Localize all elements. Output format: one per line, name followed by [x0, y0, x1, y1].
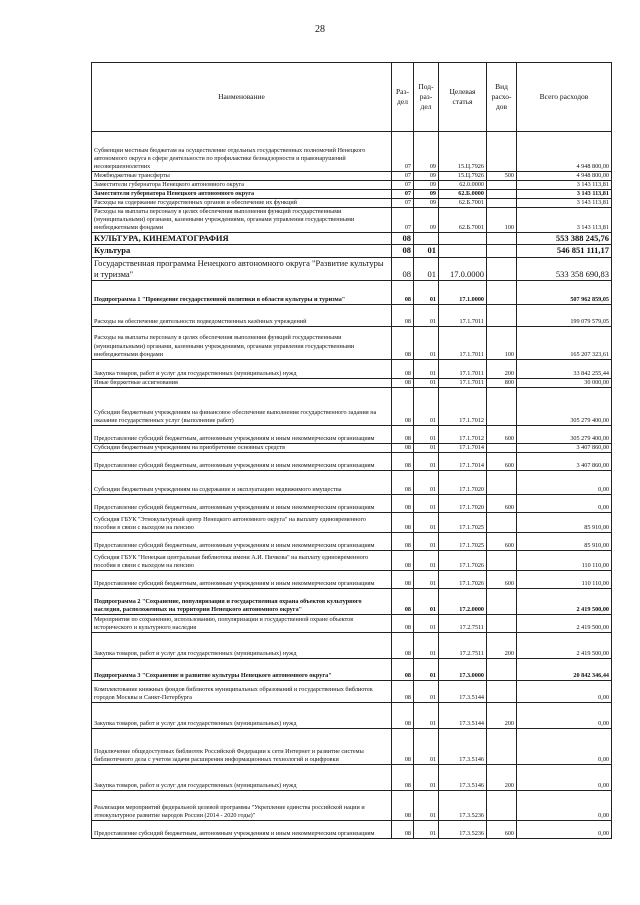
table-row [92, 190, 612, 199]
row-target-article: 15.Ц.7926 [439, 132, 487, 172]
row-section: 08 [392, 257, 414, 280]
row-expense-type: 600 [487, 452, 517, 470]
row-section: 08 [392, 614, 414, 632]
row-name: Подключение общедоступных библиотек Российской Федерации к сети Интернет и развитие системы библиотечного дела с учетом задачи расширения информационных технологий и оцифровки [92, 728, 392, 764]
row-section: 08 [392, 387, 414, 425]
row-expense-type: 200 [487, 764, 517, 790]
row-section: 08 [392, 494, 414, 512]
row-subsection: 01 [414, 570, 439, 588]
row-name: КУЛЬТУРА, КИНЕМАТОГРАФИЯ [92, 233, 392, 245]
row-name: Расходы на выплаты персоналу в целях обеспечения выполнения функций государственными (муниципальными) органами, казенными учреждениями, органами управления государственными внебюджетными фондами [92, 208, 392, 233]
row-expense-type [487, 387, 517, 425]
row-total: 2 419 500,00 [517, 588, 612, 614]
row-name: Закупка товаров, работ и услуг для государственных (муниципальных) нужд [92, 764, 392, 790]
row-expense-type: 600 [487, 820, 517, 838]
row-expense-type [487, 512, 517, 532]
row-name: Расходы на выплаты персоналу в целях обеспечения выполнения функций государственными (муниципальными) органами, казенными учреждениями, органами управления государственными внебюджетными фондами [92, 326, 392, 359]
row-section: 07 [392, 208, 414, 233]
row-subsection: 09 [414, 208, 439, 233]
row-subsection: 01 [414, 326, 439, 359]
row-section: 08 [392, 512, 414, 532]
row-subsection: 01 [414, 387, 439, 425]
table-row [92, 378, 612, 387]
row-total: 110 110,00 [517, 550, 612, 570]
row-subsection: 09 [414, 172, 439, 181]
row-subsection: 01 [414, 443, 439, 452]
table-row [92, 728, 612, 764]
row-name: Культура [92, 245, 392, 257]
row-subsection: 01 [414, 280, 439, 304]
row-section: 08 [392, 588, 414, 614]
row-section: 07 [392, 132, 414, 172]
row-subsection: 01 [414, 378, 439, 387]
table-row [92, 550, 612, 570]
row-name: Закупка товаров, работ и услуг для государственных (муниципальных) нужд [92, 359, 392, 378]
row-target-article: 62.Б.7001 [439, 208, 487, 233]
row-target-article: 15.Ц.7926 [439, 172, 487, 181]
row-section: 08 [392, 378, 414, 387]
row-expense-type [487, 280, 517, 304]
row-section: 08 [392, 702, 414, 728]
row-name: Расходы на обеспечение деятельности подведомственных казённых учреждений [92, 304, 392, 326]
row-section: 08 [392, 452, 414, 470]
row-name: Подпрограмма 2 "Сохранение, популяризация и государственная охрана объектов культурного наследия, расположенных на территории Ненецкого автономного округа" [92, 588, 392, 614]
row-total: 0,00 [517, 702, 612, 728]
row-name: Реализация мероприятий федеральной целевой программы "Укрепление единства российской нации и этнокультурное развитие народов России (2014 - 2020 годы)" [92, 790, 392, 820]
row-expense-type: 200 [487, 632, 517, 658]
row-total: 85 910,00 [517, 532, 612, 550]
row-target-article: 17.1.0000 [439, 280, 487, 304]
row-section: 08 [392, 820, 414, 838]
row-subsection: 01 [414, 452, 439, 470]
header-target-article: Целевая статья [439, 63, 487, 132]
table-row [92, 280, 612, 304]
row-expense-type [487, 658, 517, 680]
row-name: Предоставление субсидий бюджетным, автономным учреждениям и иным некоммерческим организациям [92, 570, 392, 588]
row-target-article: 17.1.7011 [439, 378, 487, 387]
row-expense-type [487, 304, 517, 326]
row-subsection [414, 233, 439, 245]
table-row [92, 257, 612, 280]
row-name: Подпрограмма 1 "Проведение государственной политики в области культуры и туризма" [92, 280, 392, 304]
row-subsection: 01 [414, 550, 439, 570]
row-subsection: 01 [414, 359, 439, 378]
row-target-article: 17.2.0000 [439, 588, 487, 614]
row-target-article: 17.0.0000 [439, 257, 487, 280]
row-subsection: 01 [414, 680, 439, 702]
row-total: 546 851 111,17 [517, 245, 612, 257]
row-section: 08 [392, 532, 414, 550]
row-total: 33 842 255,44 [517, 359, 612, 378]
row-expense-type [487, 790, 517, 820]
row-section: 08 [392, 764, 414, 790]
row-subsection: 01 [414, 532, 439, 550]
row-target-article: 17.2.7511 [439, 614, 487, 632]
row-subsection: 01 [414, 257, 439, 280]
header-name: Наименование [92, 63, 392, 132]
row-total: 199 079 579,05 [517, 304, 612, 326]
table-row [92, 304, 612, 326]
row-target-article: 17.1.7014 [439, 443, 487, 452]
table-row [92, 425, 612, 443]
row-target-article: 17.1.7012 [439, 387, 487, 425]
row-name: Заместители губернатора Ненецкого автономного округа [92, 181, 392, 190]
row-section: 07 [392, 199, 414, 208]
row-name: Закупка товаров, работ и услуг для государственных (муниципальных) нужд [92, 632, 392, 658]
row-target-article [439, 233, 487, 245]
table-row [92, 326, 612, 359]
row-total: 0,00 [517, 494, 612, 512]
table-row [92, 512, 612, 532]
row-total: 0,00 [517, 680, 612, 702]
row-name: Субвенции местным бюджетам на осуществление отдельных государственных полномочий Ненецкого автономного округа в сфере деятельности по профилактике безнадзорности и правонарушений несовершеннолетних [92, 132, 392, 172]
row-section: 08 [392, 425, 414, 443]
header-section: Раз- дел [392, 63, 414, 132]
row-name: Предоставление субсидий бюджетным, автономным учреждениям и иным некоммерческим организациям [92, 820, 392, 838]
row-total: 4 948 800,00 [517, 132, 612, 172]
row-expense-type [487, 728, 517, 764]
row-expense-type: 600 [487, 494, 517, 512]
row-total: 553 388 245,76 [517, 233, 612, 245]
table-header-row [92, 63, 612, 132]
row-expense-type: 600 [487, 532, 517, 550]
page-number: 28 [315, 24, 325, 35]
row-section: 08 [392, 550, 414, 570]
row-expense-type [487, 132, 517, 172]
row-total: 3 143 113,81 [517, 199, 612, 208]
row-total: 3 143 113,81 [517, 190, 612, 199]
row-target-article [439, 245, 487, 257]
row-section: 07 [392, 181, 414, 190]
row-target-article: 17.1.7014 [439, 452, 487, 470]
row-section: 08 [392, 304, 414, 326]
row-name: Мероприятия по сохранению, использованию, популяризации и государственной охране объектов исторического и культурного наследия [92, 614, 392, 632]
row-target-article: 17.3.5144 [439, 702, 487, 728]
row-total: 2 419 500,00 [517, 614, 612, 632]
row-name: Субсидии бюджетным учреждениям на финансовое обеспечение выполнения государственного задания на оказание государственных услуг (выполнение работ) [92, 387, 392, 425]
row-expense-type [487, 588, 517, 614]
row-section: 08 [392, 680, 414, 702]
row-expense-type [487, 257, 517, 280]
row-section: 08 [392, 245, 414, 257]
row-expense-type: 600 [487, 425, 517, 443]
row-name: Субсидии бюджетным учреждениям на приобретение основных средств [92, 443, 392, 452]
row-total: 0,00 [517, 764, 612, 790]
row-name: Комплектование книжных фондов библиотек муниципальных образований и государственных библиотек городов Москвы и Санкт-Петербурга [92, 680, 392, 702]
row-total: 85 910,00 [517, 512, 612, 532]
row-subsection: 09 [414, 181, 439, 190]
row-expense-type [487, 199, 517, 208]
row-name: Предоставление субсидий бюджетным, автономным учреждениям и иным некоммерческим организациям [92, 532, 392, 550]
row-expense-type [487, 470, 517, 494]
row-expense-type: 800 [487, 378, 517, 387]
row-name: Субсидия ГБУК "Этнокультурный центр Ненецкого автономного округа" на выплату единовременного пособия в связи с выходом на пенсию [92, 512, 392, 532]
row-subsection: 01 [414, 470, 439, 494]
row-total: 165 207 323,61 [517, 326, 612, 359]
row-target-article: 17.3.5146 [439, 728, 487, 764]
table-row [92, 233, 612, 245]
table-row [92, 199, 612, 208]
table-row [92, 532, 612, 550]
row-expense-type [487, 245, 517, 257]
table-row [92, 452, 612, 470]
table-row [92, 680, 612, 702]
row-target-article: 17.1.7025 [439, 532, 487, 550]
row-section: 08 [392, 570, 414, 588]
row-name: Иные бюджетные ассигнования [92, 378, 392, 387]
row-target-article: 17.1.7011 [439, 326, 487, 359]
header-subsection: Под- раз- дел [414, 63, 439, 132]
row-target-article: 17.3.5236 [439, 820, 487, 838]
row-section: 07 [392, 172, 414, 181]
table-row [92, 245, 612, 257]
row-target-article: 17.3.5144 [439, 680, 487, 702]
row-expense-type [487, 443, 517, 452]
row-total: 3 407 860,00 [517, 452, 612, 470]
row-total: 30 000,00 [517, 378, 612, 387]
row-section: 08 [392, 280, 414, 304]
row-total: 0,00 [517, 820, 612, 838]
row-total: 4 948 800,00 [517, 172, 612, 181]
row-subsection: 01 [414, 728, 439, 764]
row-expense-type [487, 233, 517, 245]
row-total: 3 407 860,00 [517, 443, 612, 452]
row-total: 305 279 400,00 [517, 387, 612, 425]
row-expense-type: 200 [487, 359, 517, 378]
row-subsection: 01 [414, 304, 439, 326]
table-row [92, 588, 612, 614]
row-name: Закупка товаров, работ и услуг для государственных (муниципальных) нужд [92, 702, 392, 728]
row-section: 08 [392, 470, 414, 494]
row-total: 0,00 [517, 728, 612, 764]
row-section: 08 [392, 632, 414, 658]
row-subsection: 01 [414, 614, 439, 632]
row-subsection: 01 [414, 512, 439, 532]
row-subsection: 01 [414, 494, 439, 512]
row-subsection: 01 [414, 658, 439, 680]
row-expense-type: 100 [487, 326, 517, 359]
header-expense-type: Вид расхо- дов [487, 63, 517, 132]
row-expense-type: 100 [487, 208, 517, 233]
row-total: 3 143 113,81 [517, 181, 612, 190]
row-section: 08 [392, 790, 414, 820]
row-section: 07 [392, 190, 414, 199]
row-name: Государственная программа Ненецкого автономного округа "Развитие культуры и туризма" [92, 257, 392, 280]
row-target-article: 17.3.5236 [439, 790, 487, 820]
row-name: Заместители губернатора Ненецкого автономного округа [92, 190, 392, 199]
row-total: 110 110,00 [517, 570, 612, 588]
row-expense-type [487, 680, 517, 702]
row-section: 08 [392, 359, 414, 378]
row-target-article: 17.3.5146 [439, 764, 487, 790]
row-target-article: 17.2.7511 [439, 632, 487, 658]
row-subsection: 01 [414, 702, 439, 728]
row-section: 08 [392, 326, 414, 359]
table-row [92, 172, 612, 181]
row-total: 0,00 [517, 470, 612, 494]
header-total: Всего расходов [517, 63, 612, 132]
row-target-article: 17.1.7025 [439, 512, 487, 532]
row-subsection: 01 [414, 632, 439, 658]
row-name: Расходы на содержание государственных органов и обеспечение их функций [92, 199, 392, 208]
row-name: Подпрограмма 3 "Сохранение и развитие культуры Ненецкого автономного округа" [92, 658, 392, 680]
row-subsection: 01 [414, 245, 439, 257]
table-row [92, 820, 612, 838]
row-expense-type: 600 [487, 570, 517, 588]
row-expense-type: 500 [487, 172, 517, 181]
row-target-article: 17.1.7012 [439, 425, 487, 443]
row-subsection: 01 [414, 790, 439, 820]
row-target-article: 62.0.0000 [439, 181, 487, 190]
row-expense-type: 200 [487, 702, 517, 728]
table-row [92, 359, 612, 378]
table-row [92, 764, 612, 790]
row-name: Предоставление субсидий бюджетным, автономным учреждениям и иным некоммерческим организациям [92, 452, 392, 470]
row-subsection: 09 [414, 199, 439, 208]
table-row [92, 570, 612, 588]
row-total: 0,00 [517, 790, 612, 820]
row-expense-type [487, 550, 517, 570]
row-section: 08 [392, 233, 414, 245]
row-target-article: 62.Б.0000 [439, 190, 487, 199]
row-section: 08 [392, 443, 414, 452]
table-row [92, 208, 612, 233]
row-expense-type [487, 190, 517, 199]
row-subsection: 01 [414, 820, 439, 838]
row-total: 2 419 500,00 [517, 632, 612, 658]
table-row [92, 387, 612, 425]
row-name: Субсидия ГБУК "Ненецкая центральная библиотека имени А.И. Пичкова" на выплату единовременного пособия в связи с выходом на пенсию [92, 550, 392, 570]
row-section: 08 [392, 658, 414, 680]
table-row [92, 181, 612, 190]
budget-table [91, 62, 612, 839]
row-total: 305 279 400,00 [517, 425, 612, 443]
row-target-article: 17.1.7020 [439, 494, 487, 512]
row-target-article: 17.1.7020 [439, 470, 487, 494]
table-body [92, 132, 612, 839]
row-subsection: 09 [414, 132, 439, 172]
row-name: Субсидии бюджетным учреждениям на содержание и эксплуатацию недвижимого имущества [92, 470, 392, 494]
row-expense-type [487, 181, 517, 190]
row-name: Межбюджетные трансферты [92, 172, 392, 181]
row-subsection: 01 [414, 425, 439, 443]
row-subsection: 09 [414, 190, 439, 199]
table-row [92, 790, 612, 820]
row-total: 20 842 346,44 [517, 658, 612, 680]
row-total: 3 143 113,81 [517, 208, 612, 233]
table-row [92, 470, 612, 494]
row-total: 533 358 690,83 [517, 257, 612, 280]
table-row [92, 494, 612, 512]
table-row [92, 443, 612, 452]
table-row [92, 632, 612, 658]
table-row [92, 132, 612, 172]
table-row [92, 702, 612, 728]
table-row [92, 614, 612, 632]
row-expense-type [487, 614, 517, 632]
row-total: 507 962 859,05 [517, 280, 612, 304]
row-target-article: 17.1.7026 [439, 550, 487, 570]
row-subsection: 01 [414, 764, 439, 790]
table-row [92, 658, 612, 680]
row-section: 08 [392, 728, 414, 764]
row-name: Предоставление субсидий бюджетным, автономным учреждениям и иным некоммерческим организациям [92, 425, 392, 443]
row-target-article: 17.1.7011 [439, 304, 487, 326]
row-target-article: 17.1.7026 [439, 570, 487, 588]
row-subsection: 01 [414, 588, 439, 614]
row-target-article: 17.1.7011 [439, 359, 487, 378]
row-target-article: 17.3.0000 [439, 658, 487, 680]
row-target-article: 62.Б.7001 [439, 199, 487, 208]
row-name: Предоставление субсидий бюджетным, автономным учреждениям и иным некоммерческим организациям [92, 494, 392, 512]
